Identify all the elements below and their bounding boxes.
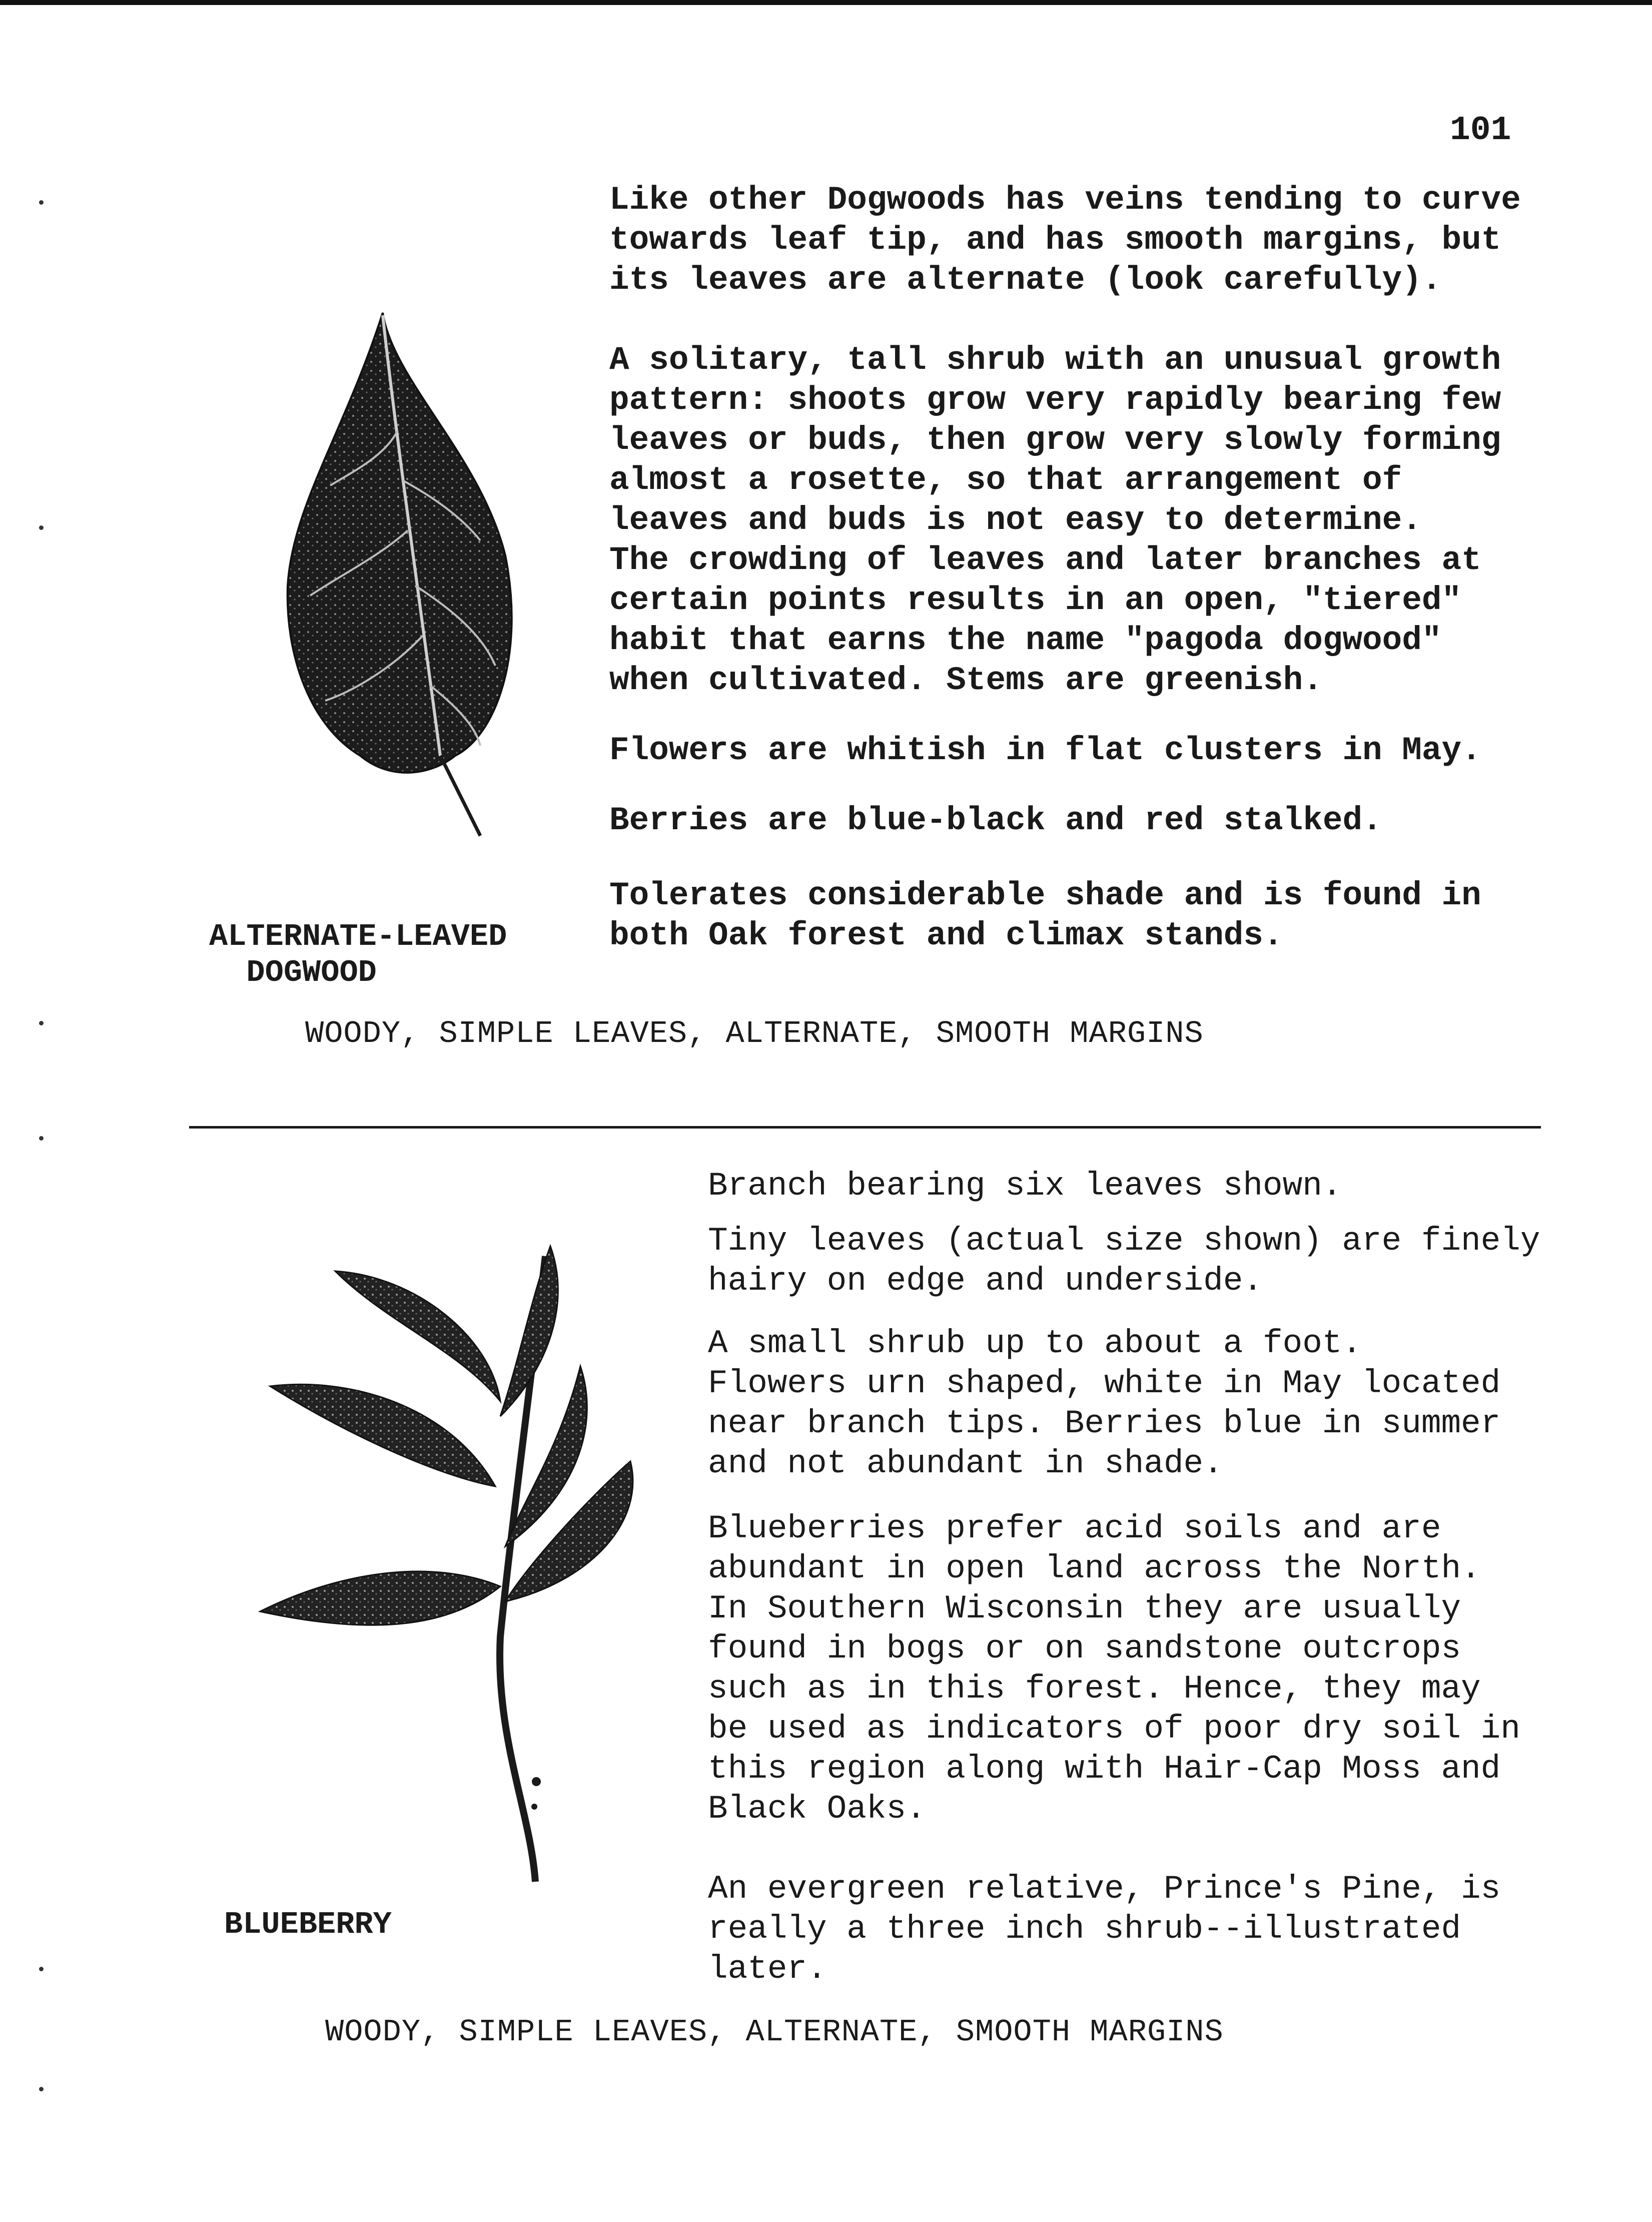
dogwood-paragraph-veins: Like other Dogwoods has veins tending to curve towards leaf tip, and has smooth margins, but its leaves are alternate (look carefully). bbox=[609, 181, 1521, 299]
blueberry-paragraph-soils: Blueberries prefer acid soils and are abundant in open land across the North. In Southern Wisconsin they are usually found in bogs or on sandstone outcrops such as in this forest. Hence, they may be used as indicators of poor dry soil in this region along with Hair-Cap Moss and Black Oaks. bbox=[708, 1510, 1520, 1828]
dogwood-leaf-illustration bbox=[270, 305, 550, 851]
margin-dot bbox=[39, 1967, 44, 1971]
blueberry-paragraph-shrub: A small shrub up to about a foot. Flowers urn shaped, white in May located near branch tips. Berries blue in summer and not abundant in shade. bbox=[708, 1325, 1501, 1482]
blueberry-paragraph-branch: Branch bearing six leaves shown. bbox=[708, 1167, 1342, 1205]
blueberry-paragraph-leaves: Tiny leaves (actual size shown) are finely hairy on edge and underside. bbox=[708, 1222, 1540, 1300]
page-top-edge bbox=[0, 0, 1652, 5]
section-divider bbox=[189, 1126, 1541, 1129]
margin-dot bbox=[39, 200, 44, 205]
blueberry-paragraph-relative: An evergreen relative, Prince's Pine, is really a three inch shrub--illustrated later. bbox=[708, 1870, 1501, 1988]
blueberry-category-line: WOODY, SIMPLE LEAVES, ALTERNATE, SMOOTH MARGINS bbox=[325, 2014, 1224, 2050]
page-number: 101 bbox=[1450, 111, 1511, 150]
dogwood-caption: ALTERNATE-LEAVED DOGWOOD bbox=[209, 919, 507, 990]
dogwood-category-line: WOODY, SIMPLE LEAVES, ALTERNATE, SMOOTH MARGINS bbox=[305, 1016, 1204, 1051]
blueberry-branch-illustration bbox=[250, 1236, 645, 1912]
dogwood-paragraph-berries: Berries are blue-black and red stalked. bbox=[609, 802, 1382, 839]
dogwood-paragraph-habitat: Tolerates considerable shade and is found in both Oak forest and climax stands. bbox=[609, 877, 1481, 954]
dogwood-paragraph-growth: A solitary, tall shrub with an unusual growth pattern: shoots grow very rapidly bearing few leaves or buds, then grow very slowly forming almost a rosette, so that arrangement of leaves and buds is not easy to determine. The crowding of leaves and later branches at certain points results in an open, "tiered" habit that earns the name "pagoda dogwood" when cultivated. Stems are greenish. bbox=[609, 341, 1501, 699]
margin-dot bbox=[39, 2087, 44, 2091]
margin-dot bbox=[39, 1136, 44, 1141]
blueberry-caption: BLUEBERRY bbox=[224, 1907, 392, 1942]
margin-dot bbox=[39, 1021, 44, 1025]
dogwood-paragraph-flowers: Flowers are whitish in flat clusters in May. bbox=[609, 732, 1481, 769]
margin-dot bbox=[39, 525, 44, 530]
